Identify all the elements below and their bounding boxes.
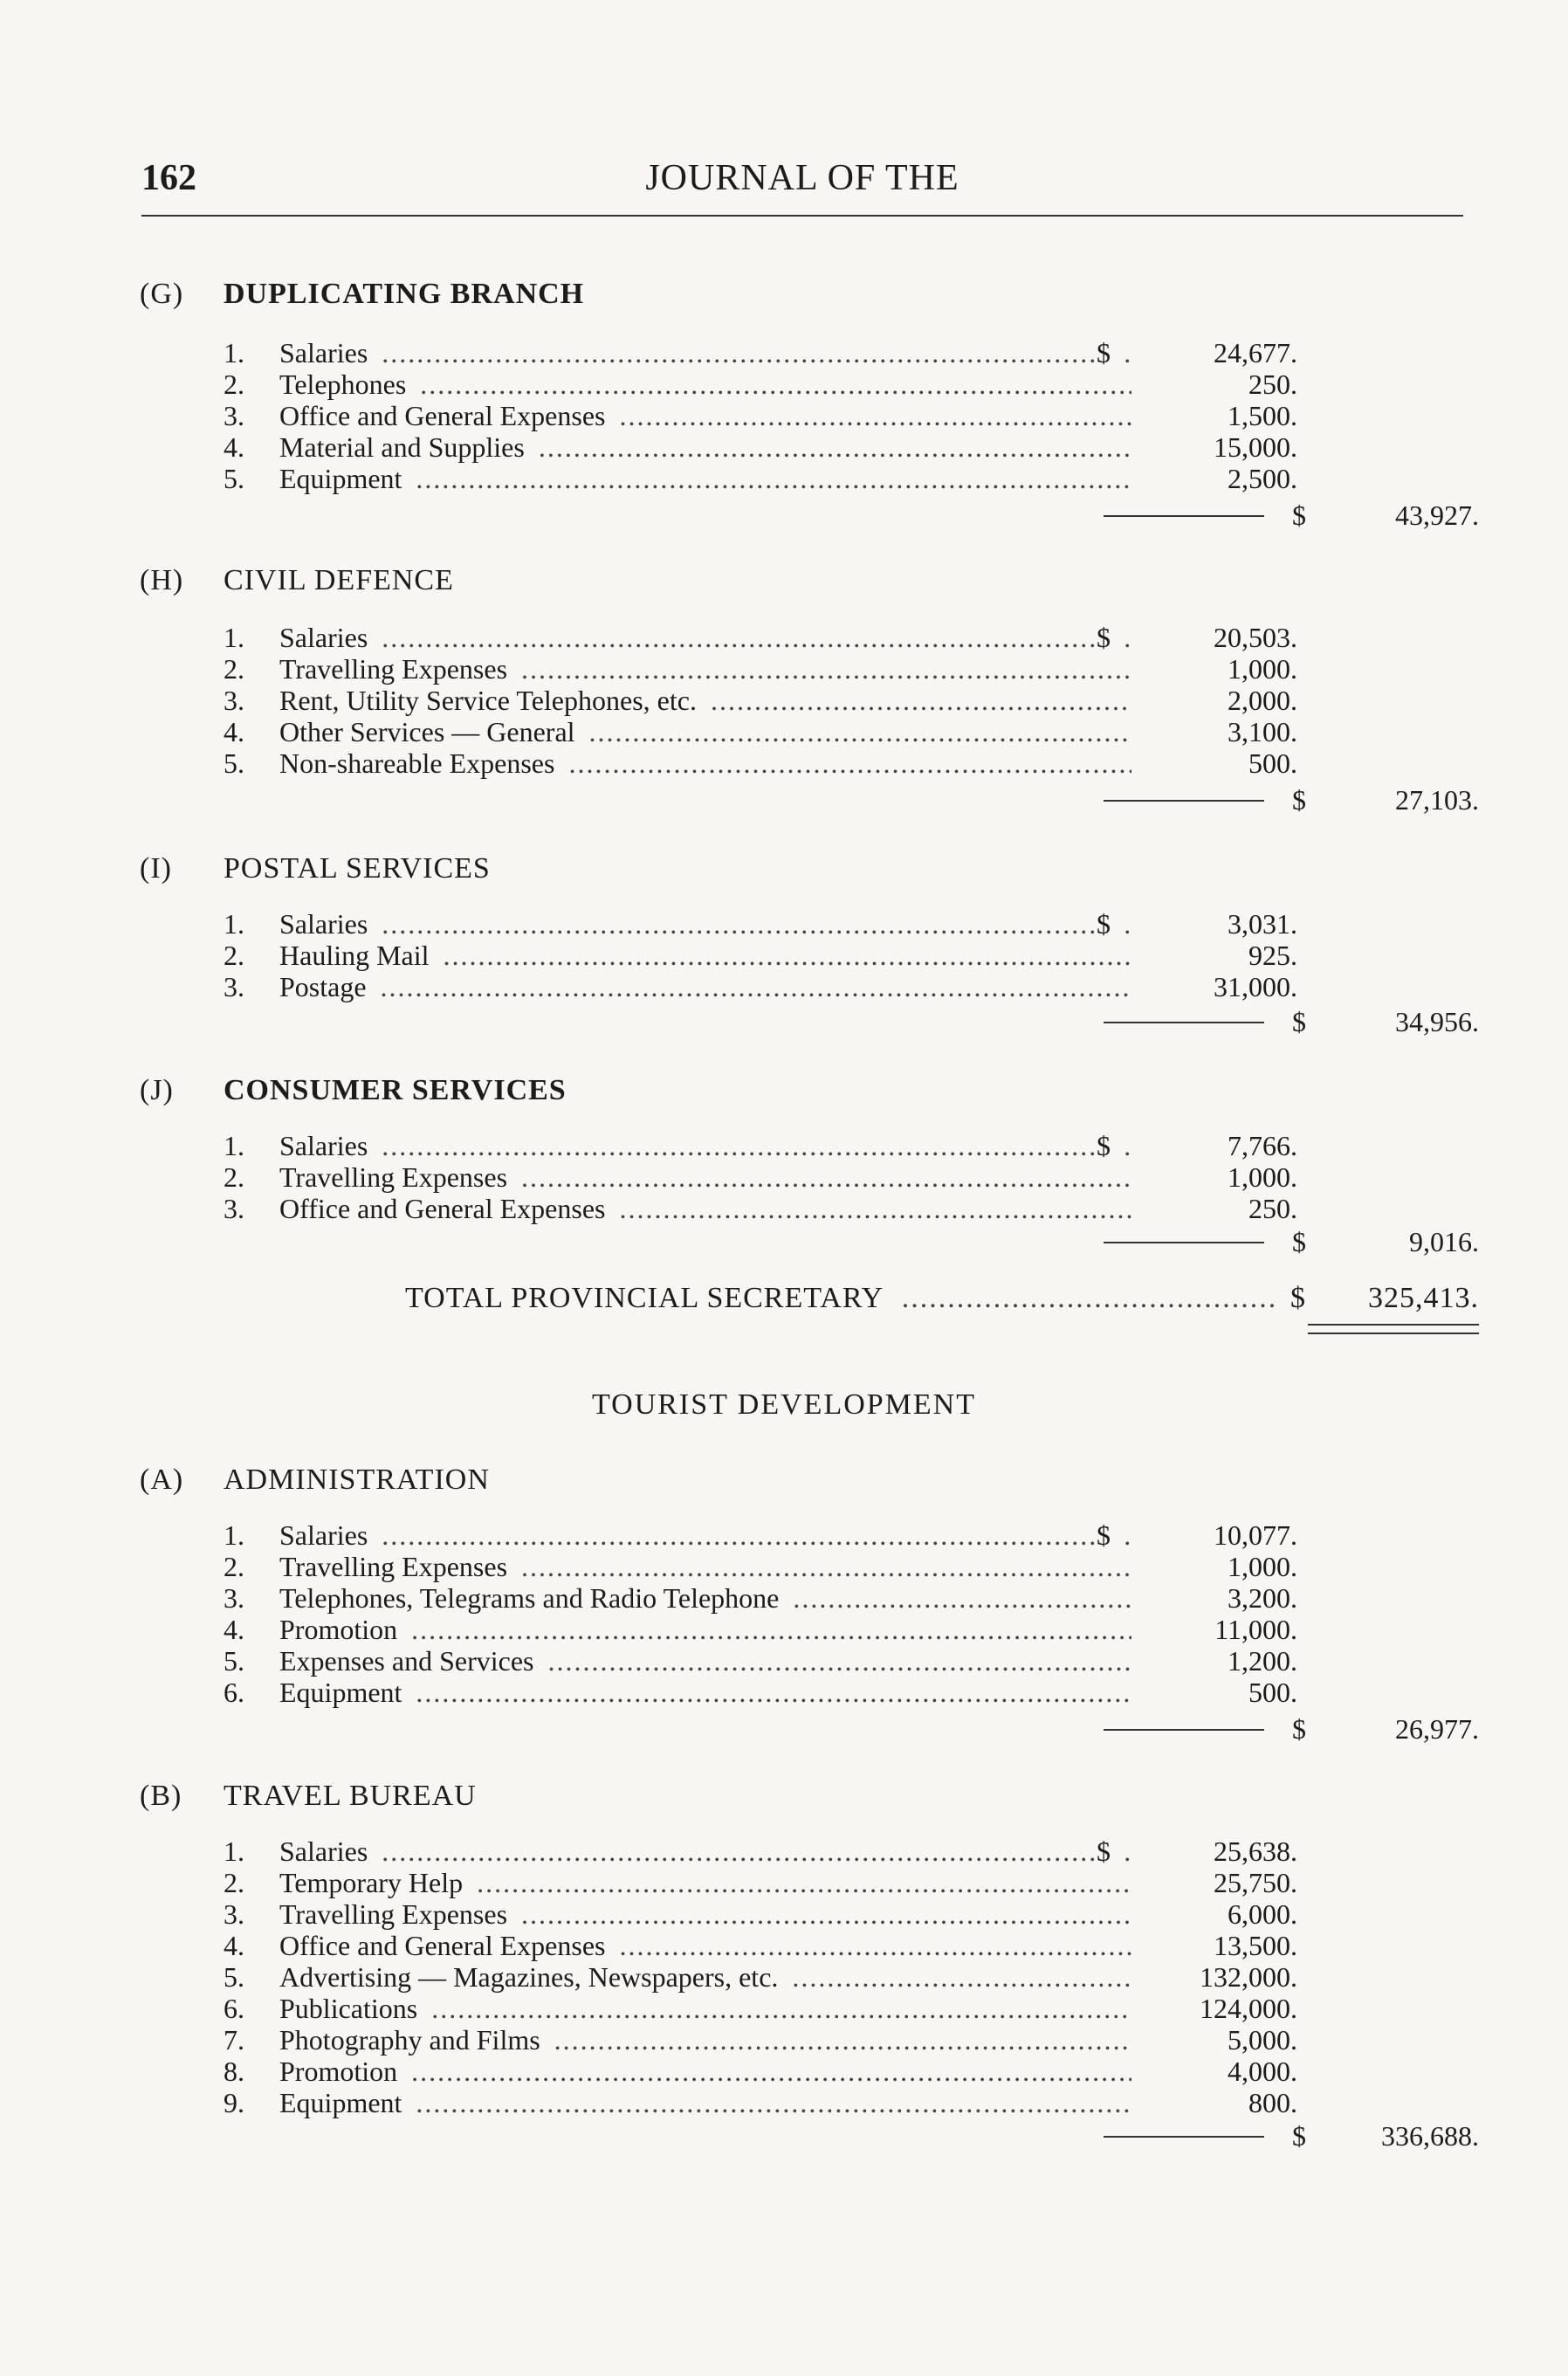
item-amount: 3,031. xyxy=(1131,908,1297,940)
item-number: 3. xyxy=(224,971,244,1002)
dollar-sign: $ xyxy=(1292,1713,1306,1745)
section-code: (B) xyxy=(140,1780,182,1812)
item-amount: 15,000. xyxy=(1131,431,1297,463)
item-label: Salaries ..... xyxy=(279,337,1292,368)
section-name: DUPLICATING BRANCH xyxy=(224,278,585,310)
item-label: Promotion ..... xyxy=(279,1614,1292,1645)
subtotal-consumer xyxy=(1104,1226,1479,1261)
section-code: (A) xyxy=(140,1463,184,1496)
section-code: (I) xyxy=(140,852,172,885)
section-items-duplicating xyxy=(224,337,1343,494)
item-number: 1. xyxy=(224,337,244,368)
item-amount: 800. xyxy=(1131,2087,1297,2118)
line-item xyxy=(224,653,1343,685)
line-item xyxy=(224,400,1343,431)
item-number: 2. xyxy=(224,940,244,971)
line-item xyxy=(224,368,1343,400)
line-item xyxy=(224,716,1343,747)
item-label: Publications ..... xyxy=(279,1993,1292,2024)
header-rule xyxy=(141,215,1463,217)
item-amount: 25,638. xyxy=(1131,1835,1297,1867)
subtotal-amount: 9,016. xyxy=(1409,1226,1479,1257)
item-amount: 1,200. xyxy=(1131,1645,1297,1677)
section-heading-duplicating xyxy=(140,278,584,311)
line-item xyxy=(224,1961,1343,1993)
subtotal-rule xyxy=(1104,1729,1264,1731)
line-item xyxy=(224,747,1343,779)
item-number: 1. xyxy=(224,1835,244,1867)
section-items-consumer xyxy=(224,1130,1343,1224)
item-label: Equipment ..... xyxy=(279,1677,1292,1708)
line-item xyxy=(224,971,1343,1002)
subtotal-amount: 27,103. xyxy=(1395,784,1479,816)
item-amount: 25,750. xyxy=(1131,1867,1297,1898)
item-number: 3. xyxy=(224,400,244,431)
dollar-sign: $ xyxy=(1097,337,1123,368)
item-number: 6. xyxy=(224,1677,244,1708)
item-label: Office and General Expenses ..... xyxy=(279,1193,1292,1224)
item-amount: 11,000. xyxy=(1131,1614,1297,1645)
line-item xyxy=(224,1677,1343,1708)
total-provincial-secretary xyxy=(405,1282,1479,1320)
section-heading-administration xyxy=(140,1463,490,1497)
section-name: CONSUMER SERVICES xyxy=(224,1074,567,1106)
item-number: 5. xyxy=(224,1645,244,1677)
subtotal-postal xyxy=(1104,1006,1479,1041)
total-label: TOTAL PROVINCIAL SECRETARY ..... xyxy=(405,1282,1278,1315)
subtotal-rule xyxy=(1104,515,1264,517)
item-number: 1. xyxy=(224,622,244,653)
subtotal-rule xyxy=(1104,2136,1264,2138)
dollar-sign: $ xyxy=(1097,1835,1123,1867)
line-item xyxy=(224,1130,1343,1161)
line-item xyxy=(224,1835,1343,1867)
section-heading-civil-defence xyxy=(140,564,454,597)
item-amount: 2,000. xyxy=(1131,685,1297,716)
item-number: 6. xyxy=(224,1993,244,2024)
line-item xyxy=(224,908,1343,940)
section-name: CIVIL DEFENCE xyxy=(224,564,454,596)
item-label: Office and General Expenses ..... xyxy=(279,400,1292,431)
item-number: 3. xyxy=(224,685,244,716)
line-item xyxy=(224,1867,1343,1898)
line-item xyxy=(224,1551,1343,1582)
subtotal-amount: 26,977. xyxy=(1395,1713,1479,1745)
dollar-sign: $ xyxy=(1292,1226,1306,1257)
line-item xyxy=(224,1582,1343,1614)
line-item xyxy=(224,1645,1343,1677)
item-amount: 250. xyxy=(1131,1193,1297,1224)
section-code: (G) xyxy=(140,278,184,310)
item-amount: 1,000. xyxy=(1131,1161,1297,1193)
journal-title: JOURNAL OF THE xyxy=(645,158,959,198)
subtotal-duplicating xyxy=(1104,499,1479,534)
item-label: Travelling Expenses ..... xyxy=(279,1898,1292,1930)
item-amount: 500. xyxy=(1131,747,1297,779)
line-item xyxy=(224,1930,1343,1961)
tourist-development-title: TOURIST DEVELOPMENT xyxy=(591,1388,977,1421)
line-item xyxy=(224,1193,1343,1224)
line-item xyxy=(224,685,1343,716)
item-label: Temporary Help ..... xyxy=(279,1867,1292,1898)
item-label: Postage ..... xyxy=(279,971,1292,1002)
subtotal-amount: 336,688. xyxy=(1381,2120,1479,2152)
item-label: Other Services — General ..... xyxy=(279,716,1292,747)
subtotal-administration xyxy=(1104,1713,1479,1748)
item-amount: 500. xyxy=(1131,1677,1297,1708)
item-amount: 124,000. xyxy=(1131,1993,1297,2024)
section-code: (J) xyxy=(140,1074,174,1106)
item-number: 2. xyxy=(224,1551,244,1582)
line-item xyxy=(224,1519,1343,1551)
item-amount: 31,000. xyxy=(1131,971,1297,1002)
subtotal-rule xyxy=(1104,1022,1264,1023)
subtotal-amount: 34,956. xyxy=(1395,1006,1479,1037)
item-label: Equipment ..... xyxy=(279,463,1292,494)
line-item xyxy=(224,2024,1343,2056)
item-amount: 10,077. xyxy=(1131,1519,1297,1551)
dollar-sign: $ xyxy=(1097,1519,1123,1551)
item-number: 8. xyxy=(224,2056,244,2087)
line-item xyxy=(224,1898,1343,1930)
page-header xyxy=(141,157,1463,210)
total-amount: 325,413. xyxy=(1368,1282,1479,1314)
item-number: 2. xyxy=(224,1867,244,1898)
item-number: 5. xyxy=(224,747,244,779)
item-label: Hauling Mail ..... xyxy=(279,940,1292,971)
item-label: Equipment ..... xyxy=(279,2087,1292,2118)
item-label: Salaries ..... xyxy=(279,622,1292,653)
dollar-sign: $ xyxy=(1292,784,1306,816)
line-item xyxy=(224,622,1343,653)
line-item xyxy=(224,337,1343,368)
dollar-sign: $ xyxy=(1292,499,1306,531)
dollar-sign: $ xyxy=(1097,622,1123,653)
line-item xyxy=(224,1161,1343,1193)
section-heading-consumer xyxy=(140,1074,567,1107)
dollar-sign: $ xyxy=(1097,1130,1123,1161)
item-amount: 3,200. xyxy=(1131,1582,1297,1614)
line-item xyxy=(224,1993,1343,2024)
item-amount: 13,500. xyxy=(1131,1930,1297,1961)
item-amount: 20,503. xyxy=(1131,622,1297,653)
item-label: Telephones, Telegrams and Radio Telephone ..... xyxy=(279,1582,1292,1614)
section-name: POSTAL SERVICES xyxy=(224,852,491,885)
item-label: Office and General Expenses ..... xyxy=(279,1930,1292,1961)
item-number: 4. xyxy=(224,431,244,463)
line-item xyxy=(224,2087,1343,2118)
item-amount: 132,000. xyxy=(1131,1961,1297,1993)
item-number: 5. xyxy=(224,1961,244,1993)
item-number: 1. xyxy=(224,908,244,940)
item-number: 5. xyxy=(224,463,244,494)
item-number: 3. xyxy=(224,1193,244,1224)
item-label: Material and Supplies ..... xyxy=(279,431,1292,463)
item-amount: 250. xyxy=(1131,368,1297,400)
item-number: 7. xyxy=(224,2024,244,2056)
dollar-sign: $ xyxy=(1290,1282,1306,1314)
item-label: Salaries ..... xyxy=(279,1519,1292,1551)
item-number: 3. xyxy=(224,1898,244,1930)
item-label: Salaries ..... xyxy=(279,908,1292,940)
item-label: Travelling Expenses ..... xyxy=(279,1551,1292,1582)
page-number: 162 xyxy=(141,158,196,198)
subtotal-travel-bureau xyxy=(1104,2120,1479,2155)
item-amount: 5,000. xyxy=(1131,2024,1297,2056)
section-heading-postal xyxy=(140,852,491,885)
item-amount: 1,000. xyxy=(1131,653,1297,685)
item-label: Photography and Films ..... xyxy=(279,2024,1292,2056)
item-number: 2. xyxy=(224,1161,244,1193)
item-amount: 2,500. xyxy=(1131,463,1297,494)
section-items-civil-defence xyxy=(224,622,1343,779)
dollar-sign: $ xyxy=(1097,908,1123,940)
item-label: Non-shareable Expenses ..... xyxy=(279,747,1292,779)
item-number: 4. xyxy=(224,1930,244,1961)
item-label: Travelling Expenses ..... xyxy=(279,1161,1292,1193)
item-number: 1. xyxy=(224,1519,244,1551)
item-label: Travelling Expenses ..... xyxy=(279,653,1292,685)
item-amount: 24,677. xyxy=(1131,337,1297,368)
item-amount: 7,766. xyxy=(1131,1130,1297,1161)
subtotal-amount: 43,927. xyxy=(1395,499,1479,531)
section-items-travel-bureau xyxy=(224,1835,1343,2118)
item-label: Salaries ..... xyxy=(279,1835,1292,1867)
section-code: (H) xyxy=(140,564,184,596)
section-name: TRAVEL BUREAU xyxy=(224,1780,477,1812)
line-item xyxy=(224,2056,1343,2087)
item-amount: 3,100. xyxy=(1131,716,1297,747)
section-items-postal xyxy=(224,908,1343,1002)
item-amount: 1,500. xyxy=(1131,400,1297,431)
item-number: 2. xyxy=(224,653,244,685)
item-amount: 925. xyxy=(1131,940,1297,971)
line-item xyxy=(224,431,1343,463)
item-amount: 1,000. xyxy=(1131,1551,1297,1582)
section-name: ADMINISTRATION xyxy=(224,1463,490,1496)
line-item xyxy=(224,463,1343,494)
item-amount: 6,000. xyxy=(1131,1898,1297,1930)
total-double-rule xyxy=(1308,1324,1479,1334)
line-item xyxy=(224,940,1343,971)
item-label: Rent, Utility Service Telephones, etc. ..... xyxy=(279,685,1292,716)
line-item xyxy=(224,1614,1343,1645)
item-number: 4. xyxy=(224,1614,244,1645)
item-number: 2. xyxy=(224,368,244,400)
dollar-sign: $ xyxy=(1292,1006,1306,1037)
item-label: Expenses and Services ..... xyxy=(279,1645,1292,1677)
subtotal-rule xyxy=(1104,800,1264,802)
subtotal-civil-defence xyxy=(1104,784,1479,819)
item-amount: 4,000. xyxy=(1131,2056,1297,2087)
item-number: 1. xyxy=(224,1130,244,1161)
item-label: Telephones ..... xyxy=(279,368,1292,400)
subtotal-rule xyxy=(1104,1242,1264,1243)
item-number: 3. xyxy=(224,1582,244,1614)
item-number: 9. xyxy=(224,2087,244,2118)
section-items-administration xyxy=(224,1519,1343,1708)
item-number: 4. xyxy=(224,716,244,747)
section-heading-travel-bureau xyxy=(140,1780,477,1813)
item-label: Advertising — Magazines, Newspapers, etc. ..... xyxy=(279,1961,1292,1993)
item-label: Salaries ..... xyxy=(279,1130,1292,1161)
item-label: Promotion ..... xyxy=(279,2056,1292,2087)
dollar-sign: $ xyxy=(1292,2120,1306,2152)
